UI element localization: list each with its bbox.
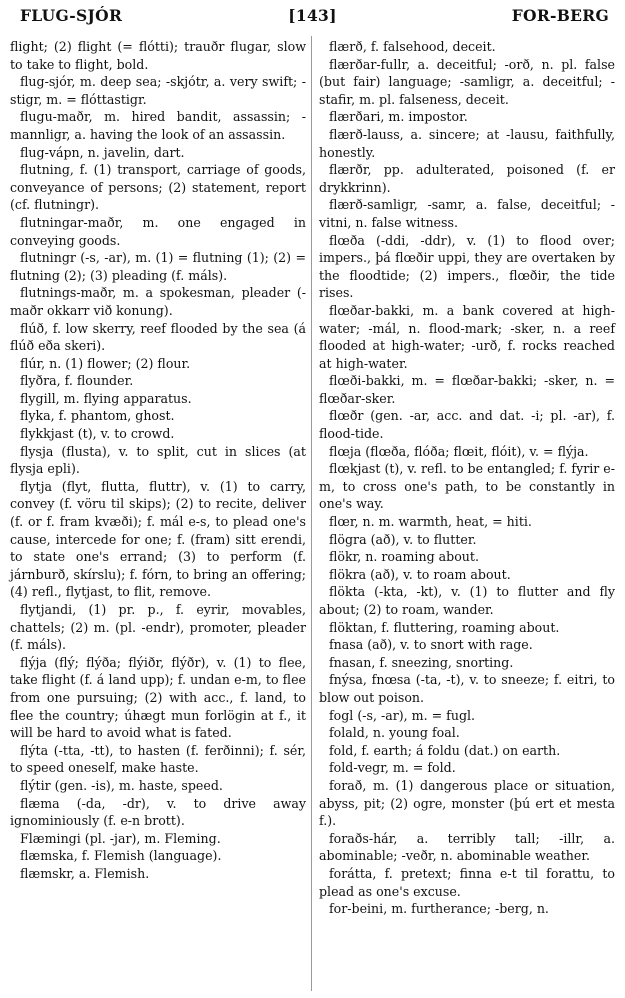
dictionary-entry: flœðar-bakki, m. a bank covered at high-water; -mál, n. flood-mark; -sker, n. a reef flooded at high-water; -urð, f. rocks reached at high-water. bbox=[319, 302, 615, 371]
dictionary-entry: flytjandi, (1) pr. p., f. eyrir, movables, chattels; (2) m. (pl. -endr), promoter, pleader (f. máls). bbox=[10, 602, 306, 653]
dictionary-entry: flökr, n. roaming about. bbox=[329, 549, 479, 565]
dictionary-entry: flutnings-maðr, m. a spokesman, pleader (-maðr okkarr við konung). bbox=[10, 285, 306, 318]
right-column bbox=[319, 38, 615, 918]
page-header bbox=[8, 6, 617, 30]
dictionary-entry: flúr, n. (1) flower; (2) flour. bbox=[20, 355, 191, 371]
dictionary-entry: flykkjast (t), v. to crowd. bbox=[20, 426, 175, 442]
dictionary-entry: flökra (að), v. to roam about. bbox=[329, 566, 511, 582]
dictionary-entry: fnasa (að), v. to snort with rage. bbox=[329, 637, 533, 653]
dictionary-entry: flygill, m. flying apparatus. bbox=[20, 390, 192, 406]
dictionary-entry: flæmska, f. Flemish (language). bbox=[20, 848, 222, 864]
dictionary-entry: flutning, f. (1) transport, carriage of goods, conveyance of persons; (2) statement, report (cf. flutningr). bbox=[10, 162, 306, 213]
dictionary-entry: flærð, f. falsehood, deceit. bbox=[329, 39, 496, 54]
dictionary-entry: flærð-lauss, a. sincere; at -lausu, faithfully, honestly. bbox=[319, 126, 615, 160]
dictionary-entry: flœða (-ddi, -ddr), v. (1) to flood over; impers., þá flœðir uppi, they are overtaken by the floodtide; (2) impers., flœðir, the tide rises. bbox=[319, 232, 615, 301]
dictionary-entry: flysja (flusta), v. to split, cut in slices (at flysja epli). bbox=[10, 443, 306, 477]
dictionary-entry: flýtir (gen. -is), m. haste, speed. bbox=[20, 777, 223, 793]
dictionary-entry: flyðra, f. flounder. bbox=[20, 373, 134, 389]
dictionary-entry: flærðar-fullr, a. deceitful; -orð, n. pl. false (but fair) language; -samligr, a. deceitful; -stafir, m. pl. falseness, deceit. bbox=[319, 56, 615, 107]
dictionary-entry: fnasan, f. sneezing, snorting. bbox=[329, 654, 514, 670]
dictionary-entry: flight; (2) flight (= flótti); trauðr flugar, slow to take to flight, bold. bbox=[10, 39, 306, 72]
dictionary-entry: flœkjast (t), v. refl. to be entangled; f. fyrir e-m, to cross one's path, to be constantly in one's way. bbox=[319, 461, 615, 512]
dictionary-entry: flöktan, f. fluttering, roaming about. bbox=[329, 619, 560, 635]
dictionary-entry: foraðs-hár, a. terribly tall; -illr, a. abominable; -veðr, n. abominable weather. bbox=[319, 830, 615, 864]
dictionary-entry: flýja (flý; flýða; flýiðr, flýðr), v. (1) to flee, take flight (f. á land upp); f. undan e-m, to flee from one pursuing; (2) with acc., f. land, to flee the country; úhægt mun forlögin at f., it will be hard to avoid what is fated. bbox=[10, 654, 306, 741]
dictionary-entry: flærð-samligr, -samr, a. false, deceitful; -vitni, n. false witness. bbox=[319, 197, 615, 230]
dictionary-entry: flúð, f. low skerry, reef flooded by the sea (á flúð eða skeri). bbox=[10, 320, 306, 354]
dictionary-entry: flýta (-tta, -tt), to hasten (f. ferðinni); f. sér, to speed oneself, make haste. bbox=[10, 742, 306, 776]
dictionary-entry: flærðari, m. impostor. bbox=[329, 109, 468, 125]
dictionary-entry: flytja (flyt, flutta, fluttr), v. (1) to carry, convey (f. vöru til skips); (2) to recite, deliver (f. or f. fram kvæði); f. mál e-s, to plead one's cause, intercede for one; f. (fram) sitt erendi, to state one's errand; (3) to perform (f. járnburð, skírslu); f. fórn, to bring an offering; (4) refl., flytjast, to flit, remove. bbox=[10, 478, 306, 600]
dictionary-entry: forað, m. (1) dangerous place or situation, abyss, pit; (2) ogre, monster (þú ert et mesta f.). bbox=[319, 777, 615, 829]
dictionary-entry: flœði-bakki, m. = flœðar-bakki; -sker, n. = flœðar-sker. bbox=[319, 373, 615, 406]
dictionary-entry: fold-vegr, m. = fold. bbox=[329, 760, 456, 776]
dictionary-entry: flœja (flœða, flóða; flœit, flóit), v. = flýja. bbox=[329, 443, 589, 459]
dictionary-entry: flærðr, pp. adulterated, poisoned (f. er drykkrinn). bbox=[319, 162, 615, 195]
dictionary-entry: Flæmingi (pl. -jar), m. Fleming. bbox=[20, 830, 221, 846]
header-left-guideword: FLUG-SJÓR bbox=[20, 6, 123, 25]
dictionary-entry: flug-vápn, n. javelin, dart. bbox=[20, 144, 185, 160]
dictionary-entry: flœðr (gen. -ar, acc. and dat. -i; pl. -ar), f. flood-tide. bbox=[319, 408, 615, 442]
column-divider bbox=[311, 36, 312, 991]
dictionary-entry: flæma (-da, -dr), v. to drive away ignominiously (f. e-n brott). bbox=[10, 795, 306, 829]
dictionary-entry: flökta (-kta, -kt), v. (1) to flutter and fly about; (2) to roam, wander. bbox=[319, 584, 615, 617]
dictionary-entry: flæmskr, a. Flemish. bbox=[20, 865, 150, 881]
dictionary-entry: flyka, f. phantom, ghost. bbox=[20, 408, 175, 424]
dictionary-entry: flutningr (-s, -ar), m. (1) = flutning (1); (2) = flutning (2); (3) pleading (f. máls). bbox=[10, 250, 306, 283]
dictionary-entry: for-beini, m. furtherance; -berg, n. bbox=[329, 901, 549, 917]
dictionary-entry: flugu-maðr, m. hired bandit, assassin; -mannligr, a. having the look of an assassin. bbox=[10, 109, 306, 142]
dictionary-entry: folald, n. young foal. bbox=[329, 725, 460, 741]
left-column bbox=[10, 38, 306, 883]
dictionary-entry: fnýsa, fnœsa (-ta, -t), v. to sneeze; f. eitri, to blow out poison. bbox=[319, 672, 615, 705]
dictionary-entry: fogl (-s, -ar), m. = fugl. bbox=[329, 707, 476, 723]
dictionary-entry: forátta, f. pretext; finna e-t til forattu, to plead as one's excuse. bbox=[319, 865, 615, 899]
dictionary-entry: flögra (að), v. to flutter. bbox=[329, 531, 477, 547]
dictionary-entry: fold, f. earth; á foldu (dat.) on earth. bbox=[329, 742, 561, 758]
dictionary-entry: flutningar-maðr, m. one engaged in conveying goods. bbox=[10, 214, 306, 248]
page-number: [143] bbox=[288, 6, 337, 25]
header-right-guideword: FOR-BERG bbox=[511, 6, 609, 25]
dictionary-entry: flœr, n. m. warmth, heat, = hiti. bbox=[329, 514, 532, 530]
dictionary-entry: flug-sjór, m. deep sea; -skjótr, a. very swift; -stigr, m. = flóttastigr. bbox=[10, 74, 306, 107]
